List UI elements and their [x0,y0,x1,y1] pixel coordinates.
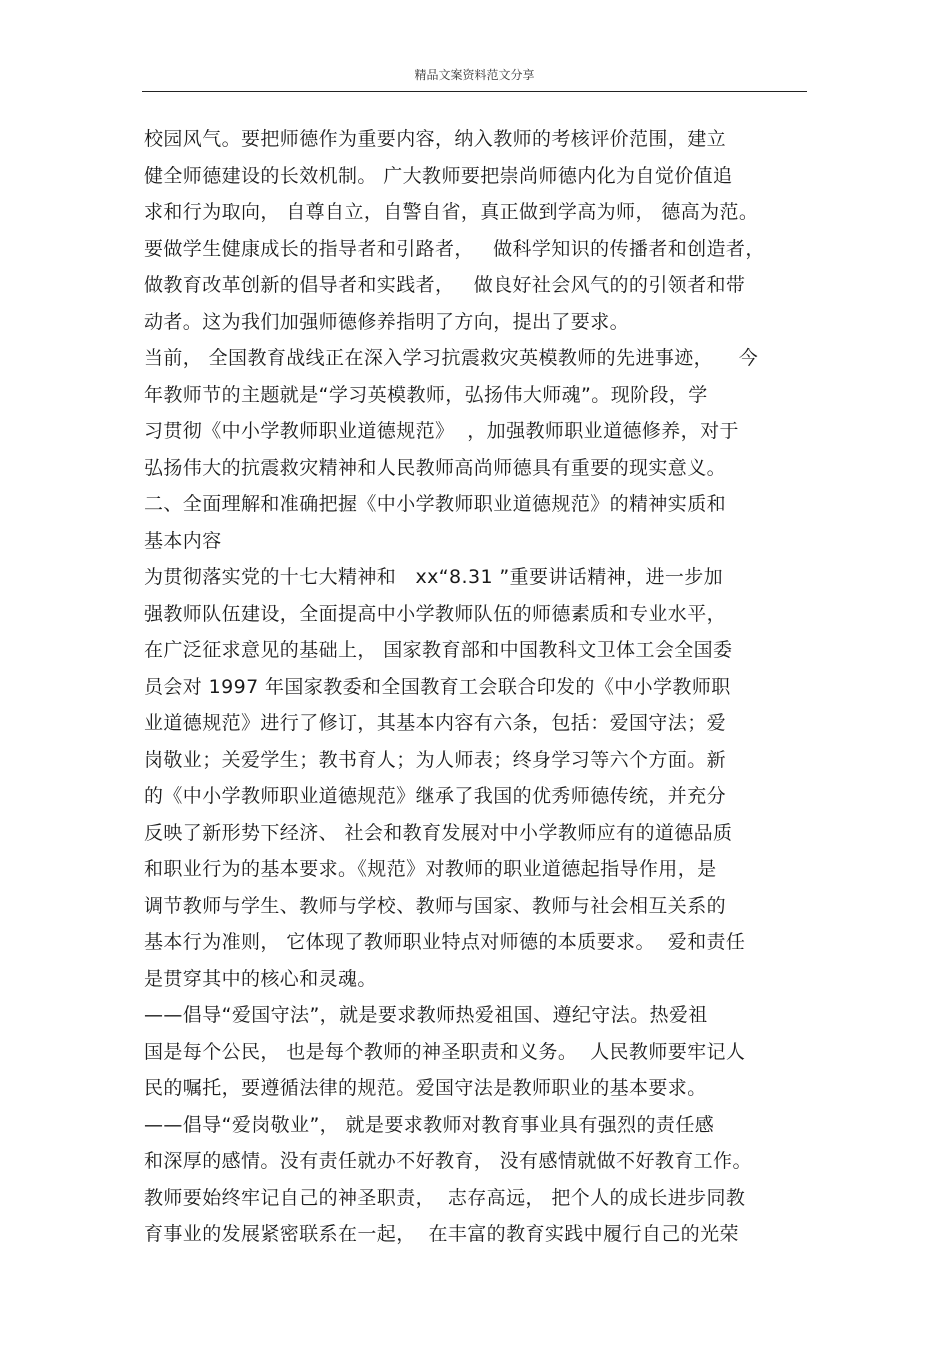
text-line: 当前， 全国教育战线正在深入学习抗震救灾英模教师的先进事迹， 今 [144,347,759,369]
text-line: 员会对 1997 年国家教委和全国教育工会联合印发的《中小学教师职 [144,675,731,698]
text-line: 习贯彻《中小学教师职业道德规范》 ，加强教师职业道德修养，对于 [144,420,739,442]
text-line: 的《中小学教师职业道德规范》继承了我国的优秀师德传统，并充分 [144,785,727,807]
text-line: 做教育改革创新的倡导者和实践者， 做良好社会风气的的引领者和带 [144,274,746,296]
text-line: 强教师队伍建设，全面提高中小学教师队伍的师德素质和专业水平， [144,602,727,625]
text-line: 年教师节的主题就是“学习英模教师，弘扬伟大师魂”。现阶段，学 [144,383,708,406]
text-line: 岗敬业；关爱学生；教书育人；为人师表；终身学习等六个方面。新 [144,748,727,771]
text-line: 在广泛征求意见的基础上， 国家教育部和中国教科文卫体工会全国委 [144,639,733,661]
text-line: 和深厚的感情。没有责任就办不好教育， 没有感情就做不好教育工作。 [144,1150,752,1172]
text-line: 二、全面理解和准确把握《中小学教师职业道德规范》的精神实质和 [144,493,727,515]
text-line: 国是每个公民， 也是每个教师的神圣职责和义务。 人民教师要牢记人 [144,1040,746,1063]
text-line: 动者。这为我们加强师德修养指明了方向，提出了要求。 [144,310,630,333]
text-line: 弘扬伟大的抗震救灾精神和人民教师高尚师德具有重要的现实意义。 [144,456,727,479]
text-line: ——倡导“爱岗敬业”， 就是要求教师对教育事业具有强烈的责任感 [144,1113,715,1136]
text-line: 是贯穿其中的核心和灵魂。 [144,967,377,990]
text-line: 基本内容 [144,529,222,552]
text-line: 教师要始终牢记自己的神圣职责， 志存高远， 把个人的成长进步同教 [144,1186,746,1209]
text-line: 求和行为取向， 自尊自立，自警自省，真正做到学高为师， 德高为范。 [144,201,759,223]
header-divider [142,91,807,92]
body-text [144,121,809,1253]
text-line: 健全师德建设的长效机制。 广大教师要把崇尚师德内化为自觉价值追 [144,164,733,187]
text-line: 要做学生健康成长的指导者和引路者， 做科学知识的传播者和创造者， [144,237,765,260]
text-line: 民的嘱托，要遵循法律的规范。爱国守法是教师职业的基本要求。 [144,1077,707,1099]
text-line: 育事业的发展紧密联系在一起， 在丰富的教育实践中履行自己的光荣 [144,1223,739,1245]
text-line: 和职业行为的基本要求。《规范》对教师的职业道德起指导作用，是 [144,858,717,880]
text-line: 基本行为准则， 它体现了教师职业特点对师德的本质要求。 爱和责任 [144,931,746,953]
text-line: 调节教师与学生、教师与学校、教师与国家、教师与社会相互关系的 [144,894,727,917]
text-line: ——倡导“爱国守法”，就是要求教师热爱祖国、遵纪守法。热爱祖 [144,1004,708,1026]
text-line: 校园风气。要把师德作为重要内容，纳入教师的考核评价范围，建立 [144,128,727,150]
text-line: 反映了新形势下经济、 社会和教育发展对中小学教师应有的道德品质 [144,821,733,844]
page-header: 精品文案资料范文分享 [414,68,535,82]
text-line: 业道德规范》进行了修订，其基本内容有六条，包括：爱国守法；爱 [144,712,727,734]
text-line: 为贯彻落实党的十七大精神和 xx“8.31 ”重要讲话精神，进一步加 [144,566,724,588]
